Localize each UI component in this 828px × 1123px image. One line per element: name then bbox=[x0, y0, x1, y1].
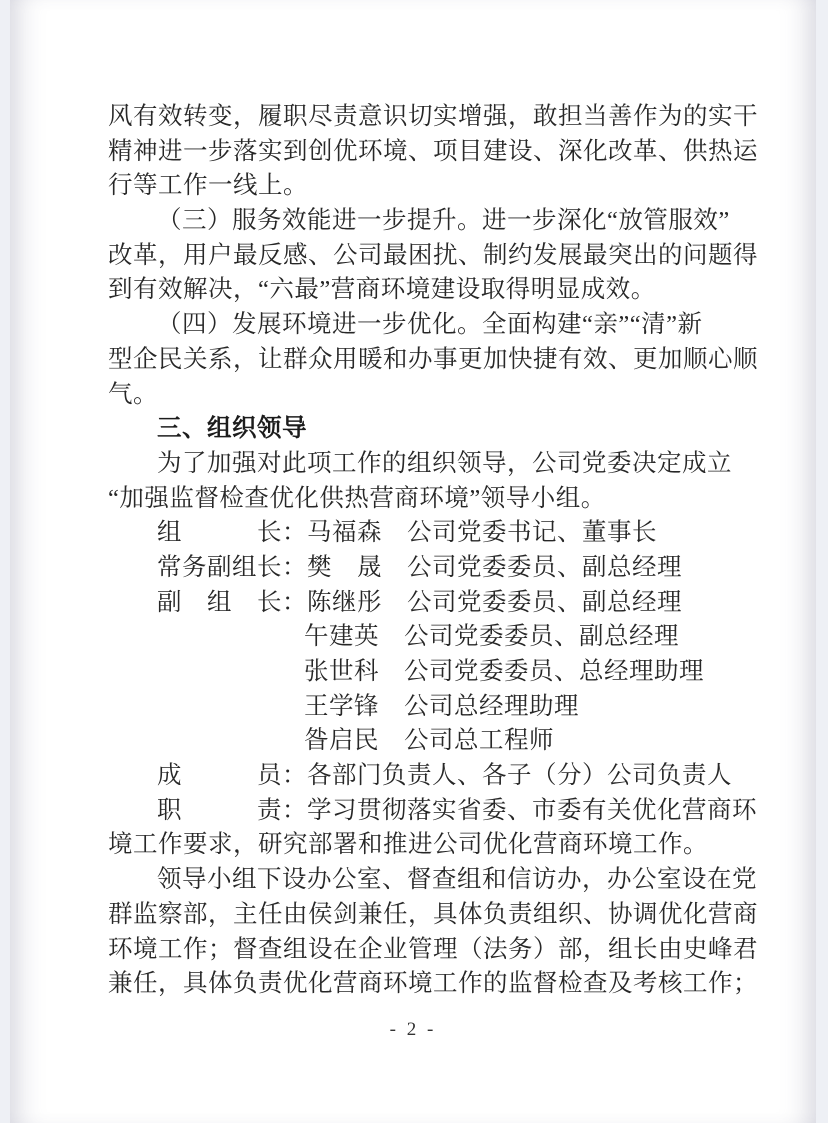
text-line: 昝启民 公司总工程师 bbox=[304, 727, 554, 755]
document-text bbox=[108, 100, 768, 1002]
text-line: 领导小组下设办公室、督查组和信访办，办公室设在党 bbox=[157, 866, 757, 894]
text-line: 为了加强对此项工作的组织领导，公司党委决定成立 bbox=[157, 449, 732, 477]
text-line: 行等工作一线上。 bbox=[108, 172, 308, 200]
document-page bbox=[10, 0, 816, 1123]
text-line: 风有效转变，履职尽责意识切实增强，敢担当善作为的实干 bbox=[108, 103, 758, 130]
text-line: 常务副组长：樊 晟 公司党委委员、副总经理 bbox=[157, 553, 682, 581]
text-line: “加强监督检查优化供热营商环境”领导小组。 bbox=[108, 484, 606, 512]
text-line: 境工作要求，研究部署和推进公司优化营商环境工作。 bbox=[108, 831, 708, 859]
text-line: 职 责：学习贯彻落实省委、市委有关优化营商环 bbox=[157, 796, 757, 824]
text-line: 王学锋 公司总经理助理 bbox=[304, 692, 579, 720]
text-line: 组 长：马福森 公司党委书记、董事长 bbox=[157, 519, 657, 547]
text-line: 气。 bbox=[108, 380, 158, 408]
section-heading: 三、组织领导 bbox=[157, 415, 307, 443]
text-line: 群监察部，主任由侯剑兼任，具体负责组织、协调优化营商 bbox=[108, 900, 758, 928]
text-line: 副 组 长：陈继彤 公司党委委员、副总经理 bbox=[157, 588, 682, 616]
text-line: 张世科 公司党委委员、总经理助理 bbox=[304, 658, 704, 685]
text-line: 环境工作；督查组设在企业管理（法务）部，组长由史峰君 bbox=[108, 935, 758, 963]
text-line: 午建英 公司党委委员、副总经理 bbox=[304, 623, 679, 651]
page-number: - 2 - bbox=[389, 1019, 437, 1040]
text-line: 到有效解决，“六最”营商环境建设取得明显成效。 bbox=[108, 276, 656, 304]
text-line: （四）发展环境进一步优化。全面构建“亲”“清”新 bbox=[157, 311, 703, 339]
text-line: 改革，用户最反感、公司最困扰、制约发展最突出的问题得 bbox=[108, 241, 758, 269]
text-line: （三）服务效能进一步提升。进一步深化“放管服效” bbox=[157, 207, 730, 235]
text-line: 型企民关系，让群众用暖和办事更加快捷有效、更加顺心顺 bbox=[108, 345, 758, 373]
text-line: 兼任，具体负责优化营商环境工作的监督检查及考核工作； bbox=[108, 970, 758, 998]
text-line: 精神进一步落实到创优环境、项目建设、深化改革、供热运 bbox=[108, 137, 758, 165]
text-line: 成 员：各部门负责人、各子（分）公司负责人 bbox=[157, 762, 732, 790]
